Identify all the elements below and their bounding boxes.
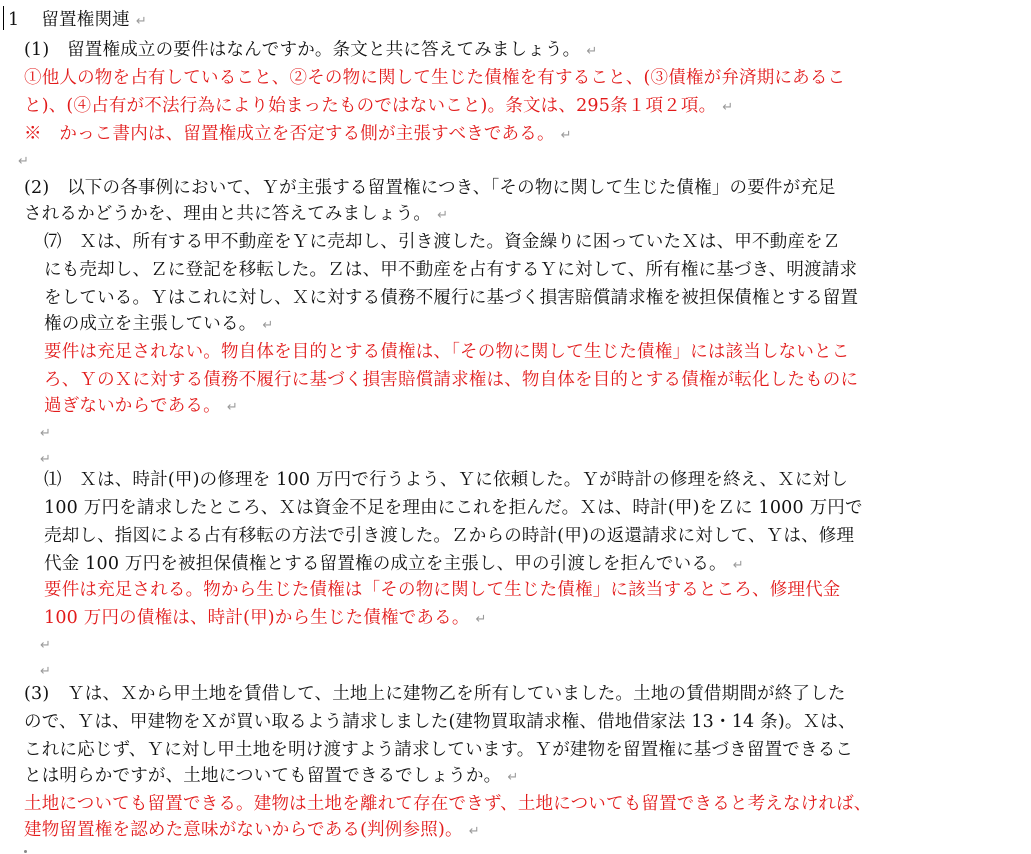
- paragraph-mark-icon: ↵: [226, 400, 238, 415]
- answer-1-line-1: ①他人の物を占有していること、②その物に関して生じた債権を有すること、(③債権が弁済期にあるこ: [24, 68, 846, 88]
- empty-paragraph: [40, 632, 51, 658]
- paragraph-mark-icon: ↵: [262, 318, 274, 333]
- answer-3-line-2: 建物留置権を認めた意味がないからである(判例参照)。 ↵: [24, 820, 480, 840]
- paragraph-mark-icon: ↵: [40, 664, 52, 679]
- paragraph-mark-icon: ↵: [475, 612, 487, 627]
- case-a-line-4: 権の成立を主張している。 ↵: [44, 314, 274, 334]
- question-2-line-1: (2) 以下の各事例において、Ｙが主張する留置権につき、「その物に関して生じた債権」の要件が充足: [24, 178, 836, 198]
- paragraph-mark-icon: ↵: [135, 14, 147, 29]
- question-3-line-1: (3) Ｙは、Ｘから甲土地を賃借して、土地上に建物乙を所有していました。土地の賃借期間が終了した: [24, 684, 846, 704]
- case-a-answer-line-1: 要件は充足されない。物自体を目的とする債権は、「その物に関して生じた債権」には該当しないとこ: [44, 342, 850, 362]
- paragraph-mark-icon: ↵: [40, 638, 52, 653]
- paragraph-mark-icon: ↵: [18, 154, 30, 169]
- paragraph-mark-icon: ↵: [507, 770, 519, 785]
- case-a-answer-line-3: 過ぎないからである。 ↵: [44, 396, 238, 416]
- case-b-line-3: 売却し、指図による占有移転の方法で引き渡した。Ｚからの時計(甲)の返還請求に対して、Ｙは、修理: [44, 526, 855, 546]
- question-1: (1) 留置権成立の要件はなんですか。条文と共に答えてみましょう。 ↵: [24, 40, 598, 60]
- paragraph-mark-icon: ↵: [40, 452, 52, 467]
- heading-title: 留置権関連: [41, 10, 130, 30]
- empty-paragraph: [40, 420, 51, 446]
- question-3-line-4: とは明らかですが、土地についても留置できるでしょうか。 ↵: [24, 766, 519, 786]
- answer-1-note: ※ かっこ書内は、留置権成立を否定する側が主張すべきである。 ↵: [24, 124, 572, 144]
- heading-number: 1: [8, 10, 20, 30]
- question-3-line-2: ので、Ｙは、甲建物をＸが買い取るよう請求しました(建物買取請求権、借地借家法 13・14 条)。Ｘは、: [24, 712, 856, 732]
- question-2-line-2: されるかどうかを、理由と共に答えてみましょう。 ↵: [24, 204, 449, 224]
- empty-paragraph: [18, 148, 29, 174]
- paragraph-mark-icon: ↵: [468, 824, 480, 839]
- case-b-line-1: ⑴ Ｘは、時計(甲)の修理を 100 万円で行うよう、Ｙに依頼した。Ｙが時計の修理を終え、Ｘに対し: [44, 470, 849, 490]
- case-a-answer-line-2: ろ、ＹのＸに対する債務不履行に基づく損害賠償請求権は、物自体を目的とする債権が転化したものに: [44, 370, 859, 390]
- paragraph-mark-icon: ↵: [437, 208, 449, 223]
- paragraph-mark-icon: ↵: [40, 426, 52, 441]
- section-heading: [8, 8, 147, 34]
- case-b-answer-line-1: 要件は充足される。物から生じた債権は「その物に関して生じた債権」に該当するところ、修理代金: [44, 580, 841, 600]
- paragraph-mark-icon: ↵: [732, 558, 744, 573]
- answer-1-line-2: と)、(④占有が不法行為により始まったものではないこと)。条文は、295条１項２項。 ↵: [24, 96, 734, 116]
- case-b-line-2: 100 万円を請求したところ、Ｘは資金不足を理由にこれを拒んだ。Ｘは、時計(甲)をＺに 1000 万円で: [44, 498, 863, 518]
- paragraph-mark-icon: ↵: [586, 44, 598, 59]
- empty-paragraph: [40, 658, 51, 684]
- case-b-answer-line-2: 100 万円の債権は、時計(甲)から生じた債権である。 ↵: [44, 608, 487, 628]
- case-a-line-1: ⑺ Ｘは、所有する甲不動産をＹに売却し、引き渡した。資金繰りに困っていたＸは、甲不動産をＺ: [44, 232, 841, 252]
- answer-3-line-1: 土地についても留置できる。建物は土地を離れて存在できず、土地についても留置できると考えなければ、: [24, 794, 872, 814]
- paragraph-mark-icon: ↵: [722, 100, 734, 115]
- question-3-line-3: これに応じず、Ｙに対し甲土地を明け渡すよう請求しています。Ｙが建物を留置権に基づき留置できるこ: [24, 740, 854, 760]
- case-a-line-3: をしている。Ｙはこれに対し、Ｘに対する債務不履行に基づく損害賠償請求権を被担保債権とする留置: [44, 288, 859, 308]
- paragraph-mark-icon: ↵: [560, 128, 572, 143]
- text-cursor: [3, 6, 4, 30]
- trailing-mark-icon: [24, 850, 27, 853]
- case-a-line-2: にも売却し、Ｚに登記を移転した。Ｚは、甲不動産を占有するＹに対して、所有権に基づき、明渡請求: [44, 260, 858, 280]
- case-b-line-4: 代金 100 万円を被担保債権とする留置権の成立を主張し、甲の引渡しを拒んでいる。 ↵: [44, 554, 744, 574]
